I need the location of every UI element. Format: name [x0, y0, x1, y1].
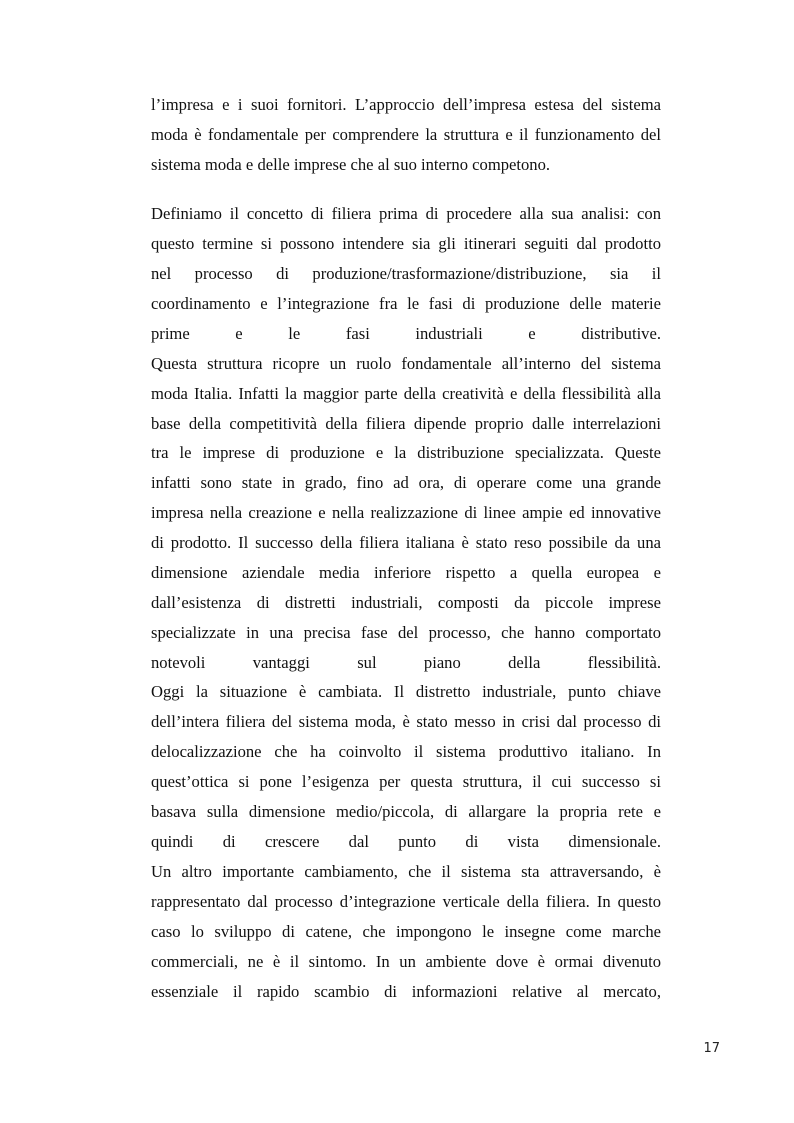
text-line: delocalizzazione che ha coinvolto il sistema produttivo italiano. In: [151, 742, 661, 761]
text-line: quindi di crescere dal punto di vista dimensionale.: [151, 832, 661, 851]
text-line: essenziale il rapido scambio di informazioni relative al mercato,: [151, 982, 661, 1001]
text-line: nel processo di produzione/trasformazione/distribuzione, sia il: [151, 264, 661, 283]
text-line: commerciali, ne è il sintomo. In un ambiente dove è ormai divenuto: [151, 952, 661, 971]
text-line: di prodotto. Il successo della filiera italiana è stato reso possibile da una: [151, 533, 661, 552]
text-line: impresa nella creazione e nella realizzazione di linee ampie ed innovative: [151, 503, 661, 522]
text-line: basava sulla dimensione medio/piccola, di allargare la propria rete e: [151, 802, 661, 821]
text-line: sistema moda e delle imprese che al suo interno competono.: [151, 155, 551, 174]
text-line: dall’esistenza di distretti industriali, composti da piccole imprese: [151, 593, 661, 612]
text-line: l’impresa e i suoi fornitori. L’approccio dell’impresa estesa del sistema: [151, 95, 661, 114]
text-line: Definiamo il concetto di filiera prima di procedere alla sua analisi: con: [151, 204, 661, 223]
text-line: moda Italia. Infatti la maggior parte della creatività e della flessibilità alla: [151, 384, 661, 403]
text-line: Oggi la situazione è cambiata. Il distretto industriale, punto chiave: [151, 682, 661, 701]
text-line: quest’ottica si pone l’esigenza per questa struttura, il cui successo si: [151, 772, 661, 791]
text-line: tra le imprese di produzione e la distribuzione specializzata. Queste: [151, 443, 661, 462]
page-number: 17: [703, 1041, 720, 1056]
text-line: prime e le fasi industriali e distributive.: [151, 324, 661, 343]
text-line: Un altro importante cambiamento, che il sistema sta attraversando, è: [151, 862, 661, 881]
text-line: Questa struttura ricopre un ruolo fondamentale all’interno del sistema: [151, 354, 661, 373]
text-line: infatti sono state in grado, fino ad ora, di operare come una grande: [151, 473, 661, 492]
text-line: coordinamento e l’integrazione fra le fasi di produzione delle materie: [151, 294, 661, 313]
text-line: dell’intera filiera del sistema moda, è stato messo in crisi dal processo di: [151, 712, 661, 731]
text-line: questo termine si possono intendere sia gli itinerari seguiti dal prodotto: [151, 234, 661, 253]
text-line: moda è fondamentale per comprendere la struttura e il funzionamento del: [151, 125, 661, 144]
text-line: rappresentato dal processo d’integrazione verticale della filiera. In questo: [151, 892, 661, 911]
text-line: caso lo sviluppo di catene, che impongono le insegne come marche: [151, 922, 661, 941]
text-line: notevoli vantaggi sul piano della flessibilità.: [151, 653, 661, 672]
text-line: specializzate in una precisa fase del processo, che hanno comportato: [151, 623, 661, 642]
text-line: dimensione aziendale media inferiore rispetto a quella europea e: [151, 563, 661, 582]
text-line: base della competitività della filiera dipende proprio dalle interrelazioni: [151, 414, 661, 433]
